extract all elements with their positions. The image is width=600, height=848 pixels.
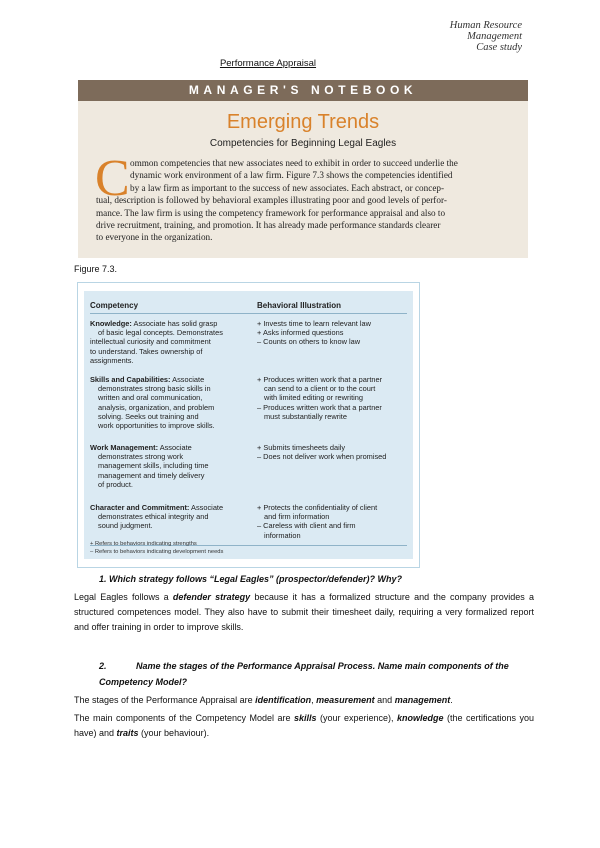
competency-desc: demonstrates strong basic skills in [98, 384, 211, 394]
behavior-cell [257, 375, 417, 421]
competency-cell [90, 319, 250, 365]
notebook-line: mance. The law firm is using the competency framework for performance appraisal and also to [96, 207, 446, 218]
competency-title: Character and Commitment: [90, 503, 190, 512]
competency-desc: assignments. [90, 355, 134, 365]
behavior-cell [257, 443, 417, 461]
behavior-item: + Invests time to learn relevant law [257, 319, 371, 328]
managers-notebook-excerpt [78, 80, 528, 258]
stages-text: . [450, 695, 453, 705]
component-skills: skills [293, 713, 317, 723]
behavior-item: – Produces written work that a partner [257, 402, 382, 412]
notebook-subheading: Competencies for Beginning Legal Eagles [209, 138, 397, 149]
behavior-item: + Asks informed questions [257, 328, 344, 338]
competency-desc: Associate [172, 375, 205, 384]
col-header-competency: Competency [90, 301, 139, 310]
notebook-line: ommon competencies that new associates need to exhibit in order to succeed underlie the [130, 158, 458, 168]
behavior-item: and firm information [264, 512, 330, 522]
behavior-item: information [264, 530, 301, 540]
stage-measurement: measurement [316, 695, 375, 705]
stage-identification: identification [255, 695, 312, 705]
component-knowledge: knowledge [396, 713, 444, 723]
question-2-line-1: Name the stages of the Performance Appraisal Process. Name main components of the [136, 661, 509, 671]
competency-desc: written and oral communication, [98, 393, 203, 403]
table-footnotes [90, 540, 223, 556]
figure-label: Figure 7.3. [74, 264, 118, 274]
notebook-line: drive recruitment, training, and promotion. It has already made performance standards clearer [96, 220, 441, 231]
behavior-item: with limited editing or rewriting [264, 393, 363, 403]
col-header-behavioral: Behavioral Illustration [257, 301, 342, 310]
document-header [450, 20, 522, 53]
competency-cell [90, 443, 250, 489]
question-2-line-2: Competency Model? [99, 677, 188, 687]
competency-title: Work Management: [90, 443, 159, 452]
components-text: (the certifications you have) and [74, 713, 534, 738]
competency-desc: to understand. Takes ownership of [90, 346, 203, 356]
question-1: 1. Which strategy follows “Legal Eagles” (prospector/defender)? Why? [99, 574, 403, 584]
competency-title: Skills and Capabilities: [90, 375, 171, 384]
answer-1-text: because it has a formalized structure and the company provides a structured competences model. They also have to submit their timesheet daily, requiring a very formalized report and offer training in order to improve skills. [74, 592, 534, 632]
components-text: The main components of the Competency Model are [74, 713, 294, 723]
behavior-item: + Produces written work that a partner [257, 375, 383, 384]
competency-desc: demonstrates strong work [98, 452, 184, 462]
answer-1-emphasis: defender strategy [172, 592, 251, 602]
behavior-cell [257, 319, 417, 347]
notebook-banner: MANAGER'S NOTEBOOK [78, 80, 528, 101]
competency-desc: management and timely delivery [98, 470, 205, 480]
behavior-cell [257, 503, 417, 540]
competency-desc: management skills, including time [98, 461, 209, 471]
behavior-item: must substantially rewrite [264, 411, 347, 421]
header-line-3: Case study [476, 42, 522, 53]
notebook-heading: Emerging Trends [226, 111, 380, 133]
dropcap-letter: C [95, 150, 130, 207]
competency-desc: sound judgment. [98, 521, 153, 531]
competency-desc: Associate has solid grasp [133, 319, 218, 328]
behavior-item: + Submits timesheets daily [257, 443, 346, 452]
notebook-line: tual, description is followed by behavioral examples illustrating poor and good levels of perfor- [96, 195, 447, 206]
dropcap-c [94, 150, 130, 207]
notebook-line: to everyone in the organization. [96, 232, 213, 243]
competency-desc: work opportunities to improve skills. [98, 421, 215, 431]
page-title: Performance Appraisal [219, 58, 317, 69]
header-line-2: Management [467, 31, 522, 42]
behavior-item: – Counts on others to know law [257, 337, 361, 347]
competency-desc: analysis, organization, and problem [98, 402, 215, 412]
competency-desc: demonstrates ethical integrity and [98, 512, 209, 522]
answer-2-stages [74, 693, 534, 708]
components-text: (your experience), [316, 713, 397, 723]
footnote-development: – Refers to behaviors indicating development needs [90, 549, 224, 555]
header-line-1: Human Resource [449, 20, 522, 31]
components-text: (your behaviour). [138, 728, 210, 738]
stage-management: management [394, 695, 451, 705]
behavior-item: can send to a client or to the court [264, 384, 376, 394]
competency-desc: intellectual curiosity and commitment [90, 337, 211, 347]
competency-desc: of basic legal concepts. Demonstrates [98, 328, 223, 338]
behavior-item: + Protects the confidentiality of client [257, 503, 378, 512]
footnote-strengths: + Refers to behaviors indicating strengths [90, 541, 197, 547]
stages-text: The stages of the Performance Appraisal are [74, 695, 256, 705]
answer-2-components [74, 711, 534, 741]
competency-cell [90, 503, 250, 531]
component-traits: traits [116, 728, 139, 738]
competency-title: Knowledge: [90, 319, 132, 328]
behavior-item: – Careless with client and firm [257, 521, 356, 531]
competency-desc: of product. [98, 479, 133, 489]
behavior-item: – Does not deliver work when promised [257, 452, 387, 462]
stages-text: and [374, 695, 395, 705]
competency-desc: solving. Seeks out training and [98, 411, 199, 421]
competency-desc: Associate [159, 443, 192, 452]
notebook-line: dynamic work environment of a law firm. Figure 7.3 shows the competencies identified [130, 170, 453, 181]
answer-1 [74, 590, 534, 635]
notebook-line: by a law firm as important to the success of new associates. Each abstract, or concep- [130, 182, 445, 193]
stages-text: , [311, 695, 317, 705]
question-2-number: 2. [99, 661, 107, 671]
answer-1-text: Legal Eagles follows a [74, 592, 173, 602]
competency-cell [90, 375, 250, 430]
notebook-body [95, 150, 512, 244]
competency-desc: Associate [191, 503, 224, 512]
header-divider [90, 313, 407, 314]
competency-table [77, 282, 420, 568]
competency-table-body [84, 291, 413, 559]
